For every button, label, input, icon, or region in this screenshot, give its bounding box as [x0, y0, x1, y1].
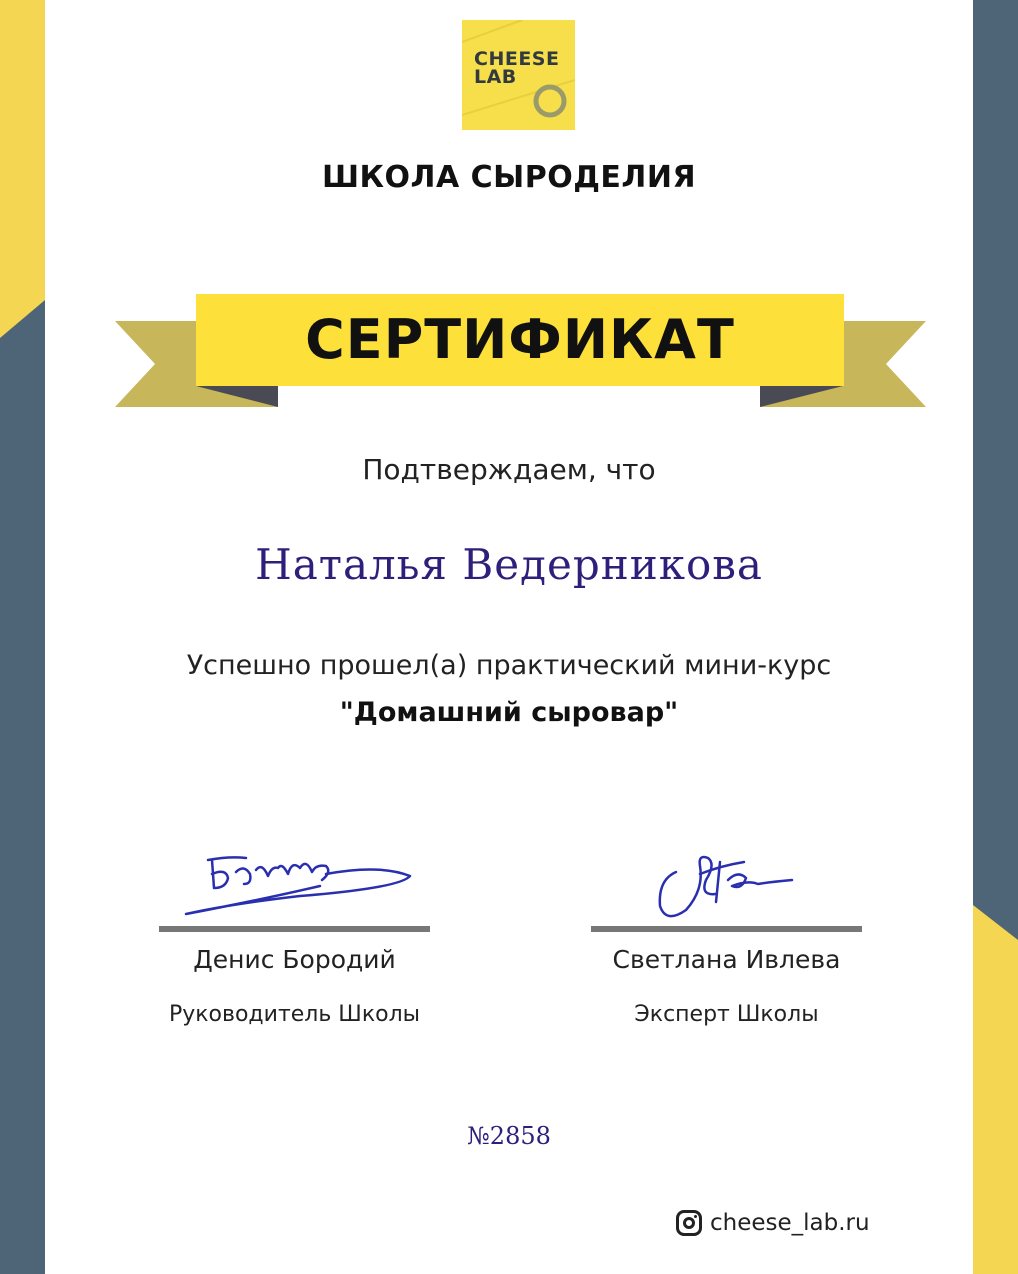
- recipient-name: Наталья Ведерникова: [255, 540, 763, 589]
- signature-right: [660, 857, 792, 916]
- signer-name-right: Светлана Ивлева: [612, 945, 841, 974]
- instagram-link[interactable]: [676, 1205, 870, 1241]
- signer-role-right: Эксперт Школы: [634, 1002, 819, 1027]
- signature-line-right: [591, 926, 862, 932]
- signer-name-left: Денис Бородий: [193, 945, 396, 974]
- signature-left: [186, 857, 410, 914]
- certificate-number: №2858: [467, 1122, 551, 1150]
- completion-text: Успешно прошел(а) практический мини-курс: [186, 650, 832, 681]
- logo-text: CHEESE LAB: [474, 48, 560, 88]
- course-name: "Домашний сыровар": [339, 697, 679, 728]
- signer-role-left: Руководитель Школы: [168, 1002, 421, 1027]
- signature-line-left: [159, 926, 430, 932]
- school-title: ШКОЛА СЫРОДЕЛИЯ: [321, 160, 697, 195]
- certificate-title: СЕРТИФИКАТ: [305, 308, 735, 371]
- confirm-text: Подтверждаем, что: [362, 453, 656, 486]
- instagram-icon: [676, 1210, 702, 1236]
- instagram-handle: cheese_lab.ru: [710, 1210, 870, 1236]
